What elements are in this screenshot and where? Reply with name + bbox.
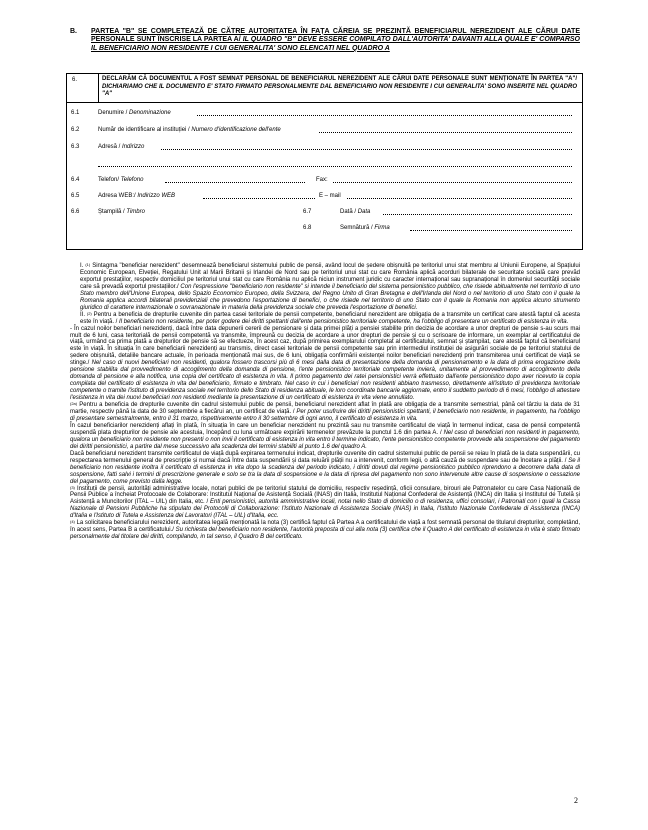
field-line-telefon[interactable]	[165, 182, 305, 183]
field-label-stampila: Ștampilă / Timbro	[98, 208, 145, 215]
field-row-identificare[interactable]	[67, 123, 582, 139]
field-label-identificare: Număr de identificare al instituției / Numero d'identificazione dell'ente	[98, 126, 281, 133]
form-header-number: 6.	[72, 77, 78, 83]
page-number: 2	[574, 796, 578, 805]
field-label-adresa: Adresă / Indirizzo	[98, 143, 145, 150]
note-1: I. $^{(1)}$ Sintagma "beneficiar nerezident" desemnează beneficiarul sistemului public de pensii, având locul de ședere obișnuită pe teritoriul unui stat membru al Uniunii Europene, al Spațiului Economic European, Elveției, Regatului Unit al Marii Britanii și Irlandei de Nord sau pe teritoriul unui stat cu care România aplică acorduri bilaterale de securitate socială care prevăd exportul prestațiilor, respectiv domiciliul pe teritoriul unui stat cu care România nu aplică niciun instrument juridic cu caracter internațional sau supranațional în domeniul securității sociale care să prevadă exportul prestațiilor./ Con l'espressione "beneficiario non residente" si intende il beneficiario del sistema pensionistico pubblico, che risiede abitualmente nel territorio di uno Stato membro dell'Unione Europea, dello Spazio Economico Europeo, della Svizzera, del Regno Unito di Gran Bretagna e dell'Irlanda del Nord o nel territorio di uno Stato con il quale la Romania applica accordi bilaterali previdenziali che prevedono l'esportazione di benefici, o che risiede nel territorio di uno Stato con il quale la Romania non applica alcuno strumento giuridico di carattere internazionale o sovranazionale in materia della previdenza sociale che preveda l'esportazione di benefici.	[80, 262, 580, 311]
field-number: 6.1	[71, 109, 80, 116]
field-label-telefon: Telefon/ Telefono	[98, 176, 144, 183]
field-label-denumire: Denumire / Denominazione	[98, 109, 171, 116]
field-line-adresa-1[interactable]	[161, 149, 572, 150]
field-label-web: Adresa WEB:/ Indirizzo WEB	[98, 192, 176, 199]
field-number: 6.5	[71, 192, 80, 199]
field-number: 6.6	[71, 208, 80, 215]
note-3: $^{(3)}$ Instituții de pensii, autorități administrative locale, notari publici de pe teritoriul statului de domiciliu, respectiv reședință, oficii consulare, birouri ale Patronatelor cu care Casa Națională de Pensii Publice a încheiat Protocoale de Colaborare: Institutul Național de Asistență Socială (INAS) din Italia, Institutul Național Confederal de Asistență (INCA) din Italia și Institutul de Tutelă și Asistență a Muncitorilor (ITAL – UIL) din Italia, etc. / Enti pensionistici, autorità amministrative locali, notai nello Stato di domicilio o di residenza, uffici consolari, i Patronati con i quali la Cassa Nazionale di Pensioni Pubbliche ha stipulato dei Protocolli di Collaborazione: l'Istituto Nazionale di Assistenza Sociale (INAS) in Italia, l'Istituto Nazionale Confederale di Assistenza (INCA) d'Italia e l'Istituto di Tutela e Assistenza dei Lavoratori (ITAL – UIL) d'Italia, ecc.	[70, 484, 580, 520]
field-label-semnatura: Semnătură / Firma	[340, 224, 390, 231]
field-row-stampila[interactable]	[67, 205, 582, 245]
form-header-romanian: DECLARĂM CĂ DOCUMENTUL A FOST SEMNAT PERSONAL DE BENEFICIARUL NEREZIDENT ALE CĂRUI DATE PERSONALE SUNT MENȚIONATE ÎN PARTEA "A"/	[102, 76, 577, 82]
note-resumption: Dacă beneficiarul nerezident transmite certificatul de viață după expirarea termenului indicat, drepturile cuvenite din cadrul sistemului public de pensii se reiau în plată de la data suspendării, cu respectarea termenului general de prescripție și numai dacă între data suspendării și data reluării plății nu a intervenit, conform legii, o altă cauză de suspendare sau de încetare a plății. / Se il beneficiario non residente inoltra il certificato di esistenza in vita dopo la scadenza del periodo indicato, i diritti dovuti dal regime pensionistico pubblico riprendono a decorrere dalla data di sospensione, fatti salvi i termini di prescrizione generale e solo se tra la data di sospensione e la data di ripresa del pagamento non sono intervenute altre cause di sospensione o cessazione del pagamento, come previsto dalla legge.	[70, 450, 581, 485]
field-row-telefon[interactable]	[67, 173, 582, 189]
field-number: 6.2	[71, 126, 80, 133]
field-line-identificare[interactable]	[319, 132, 572, 133]
note-2: II. $^{(2)}$ Pentru a beneficia de drepturile cuvenite din partea casei teritoriale de pensii competente, beneficiarul nerezident are obligația de a transmite un certificat care atestă faptul că acesta este în viață. / Il beneficiario non residente, per poter godere dei diritti spettanti dall'ente pensionistico territoriale competente, ha l'obbligo di presentare un certificato di esistenza in vita.	[80, 310, 581, 325]
field-row-denumire[interactable]	[67, 106, 582, 122]
form-header-italian: DICHIARIAMO CHE IL DOCUMENTO E' STATO FIRMATO PERSONALMENTE DAL BENEFICIARIO NON RESIDENTE I CUI GENERALITA' SONO INSERITE NEL QUADRO "A"	[102, 83, 577, 98]
form-header-number-cell	[67, 74, 99, 103]
field-number: 6.4	[71, 176, 80, 183]
field-line-data[interactable]	[383, 214, 572, 215]
note-4: $^{(4)}$ La solicitarea beneficiarului nerezident, autoritatea legală menționată la nota (3) certifică faptul că Partea A a certificatului de viață a fost semnată personal de titularul drepturilor, completând, în acest sens, Partea B a certificatului./ Su richiesta del beneficiario non residente, l'autorità preposta di cui alla nota (3) certifica che il Quadro A del certificato di esistenza in vita è stato firmato personalmente dal titolare dei diritti, compilando, in tal senso, il Quadro B del certificato.	[70, 519, 580, 541]
field-line-email[interactable]	[347, 198, 572, 199]
section-b-heading	[70, 28, 580, 53]
field-line-fax[interactable]	[333, 182, 572, 183]
field-line-adresa-2[interactable]	[98, 166, 572, 167]
note-suspension: În cazul beneficiarilor nerezidenți aflați în plată, în situația în care un beneficiar nerezident nu prezintă sau nu transmite certificatul de viață în termenul indicat, casa de pensii competentă suspendă plata drepturilor de pensie ale acestuia, începând cu luna următoare expirării termenelor prevăzute la punctul 1.6 din partea A. / Nel caso di beneficiari non residenti in pagamento, qualora un beneficiario non residente non presenti o non invii il certificato di esistenza in vita entro il termine indicato, l'ente pensionistico competente provvede alla sospensione del pagamento dei diritti pensionistici, a partire dal mese successivo alla scadenza dei termini stabiliti al punto 1.6 del quadro A.	[70, 422, 580, 450]
field-label-fax: Fax:	[316, 176, 328, 183]
field-line-web[interactable]	[203, 198, 315, 199]
field-number-data: 6.7	[303, 208, 312, 215]
field-label-data: Dată / Data	[340, 208, 371, 215]
note-2-new-beneficiaries: - În cazul noilor beneficiari nerezidenți, dacă între data depunerii cererii de pensionare și data primei plăți a pensiei stabilite prin decizia de acordare a unor drepturi de pensie s-au scurs mai mult de 6 luni, casa teritorială de pensii competentă va transmite, împreună cu decizia de acordare a unor drepturi de pensie și cu o scrisoare de informare, un exemplar al certificatului de viață, urmând ca prima plată a drepturilor de pensie să se efectueze, în acest caz, după primirea exemplarului completat al certificatului, semnat și ștampilat, care atestă faptul că beneficiarul este în viață. În situația în care beneficiarii nerezidenți au transmis, direct casei teritoriale de pensii competente sau prin intermediul instituției de asigurări sociale de pe teritoriul statului de ședere obișnuită, detaliile bancare actuale, în perioada menționată mai sus, de 6 luni, obligația confirmării existenței noilor beneficiari nerezidenți prin transmiterea unui certificat de viață se stinge./ Nel caso di nuovi beneficiari non residenti, qualora fossero trascorsi più di 6 mesi dalla data di presentazione della domanda di pensionamento e la data di prima erogazione della pensione stabilita dal provvedimento di accoglimento della domanda di pensione, l'ente pensionistico territoriale competente invierà, unitamente al provvedimento di accoglimento della domanda di pensione e alla notifica, una copia del certificato di esistenza in vita. Il primo pagamento dei ratei pensionistici verrà effettuato dall'ente pensionistico dopo aver ricevuto la copia compilata del certificato di esistenza in vita del beneficiario, firmato e timbrato. Nel caso in cui i beneficiari non residenti abbiano trasmesso, direttamente all'istituto di previdenza territoriale competente o tramite l'istituto di previdenza sociale nel territorio dello Stato di residenza abituale, le loro coordinate bancarie aggiornate, entro il suddetto periodo di 6 mesi, l'obbligo di attestare l'esistenza in vita dei nuovi beneficiari non residenti mediante la presentazione di un certificato di esistenza in vita viene annullato.	[70, 325, 581, 402]
field-number: 6.3	[71, 143, 80, 150]
section-letter: B.	[70, 28, 77, 35]
field-number-semnatura: 6.8	[303, 224, 312, 231]
form-header-cell	[99, 74, 583, 103]
field-line-denumire[interactable]	[197, 115, 572, 116]
note-2a: $^{(2a)}$ Pentru a beneficia de drepturile cuvenite din cadrul sistemului public de pensii, beneficiarul nerezident aflat în plată are obligația de a transmite semestrial, până cel târziu la data de 31 martie, respectiv până la data de 30 septembrie a fiecărui an, un certificat de viață. / Per poter usufruire dei diritti pensionistici spettanti, il beneficiario non residente, in pagamento, ha l'obbligo di presentare semestralmente, entro il 31 marzo, rispettivamente entro il 30 settembre di ogni anno, il certificato di esistenza in vita.	[70, 401, 580, 422]
authority-form-table	[66, 73, 583, 250]
field-line-semnatura[interactable]	[410, 230, 572, 231]
field-row-adresa[interactable]	[67, 140, 582, 156]
section-heading-italian: IL QUADRO "B" DEVE ESSERE COMPILATO DALL'AUTORITA' DAVANTI ALLA QUALE E' COMPARSO IL BENEFICIARIO NON RESIDENTE I CUI GENERALITA' SONO ELENCATI NEL QUADRO A	[91, 36, 580, 52]
form-fields-cell	[67, 102, 583, 249]
footnotes	[70, 263, 580, 541]
field-label-email: E – mail	[319, 192, 341, 199]
section-heading-romanian: PARTEA "B" SE COMPLETEAZĂ DE CĂTRE AUTORITATEA ÎN FAȚA CĂREIA SE PREZINTĂ BENEFICIARUL NEREZIDENT ALE CĂRUI DATE PERSONALE SUNT ÎNSCRISE LA PARTEA A/	[91, 28, 580, 44]
field-row-web[interactable]	[67, 189, 582, 205]
